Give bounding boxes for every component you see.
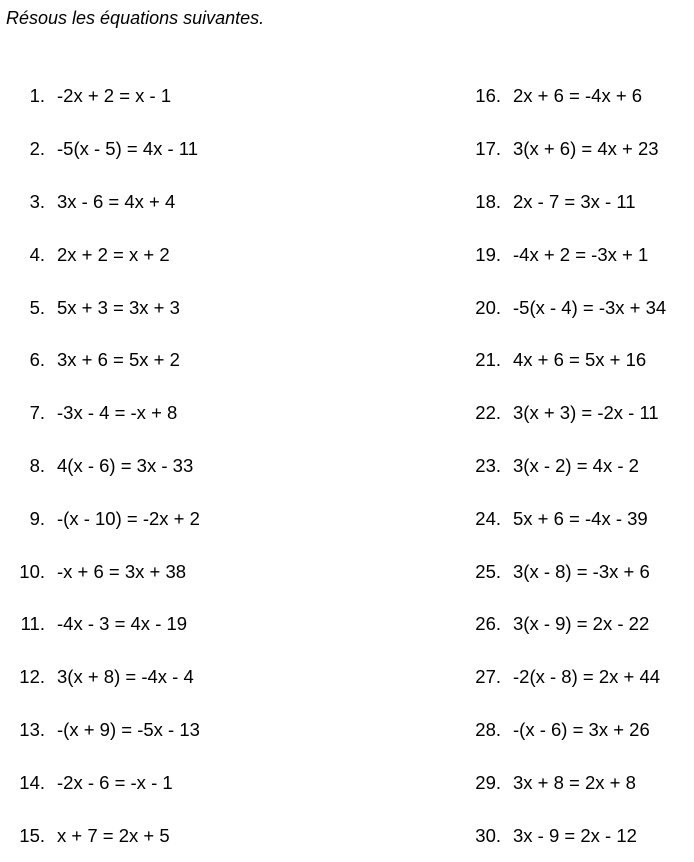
problem-item: [456, 228, 694, 281]
problem-item: [456, 598, 694, 651]
problem-number: 23.: [475, 454, 501, 476]
problem-number: 1.: [29, 85, 45, 107]
problem-item: [0, 387, 340, 440]
problem-item: [0, 334, 340, 387]
problem-equation: 3(x - 8) = -3x + 6: [513, 560, 650, 582]
problem-equation: 4(x - 6) = 3x - 33: [57, 454, 194, 476]
problem-number: 8.: [29, 454, 45, 476]
problem-number: 18.: [475, 190, 501, 212]
problem-item: [0, 281, 340, 334]
problem-number: 26.: [475, 613, 501, 635]
problem-number: 28.: [475, 718, 501, 740]
problem-item: [456, 651, 694, 704]
problem-number: 29.: [475, 771, 501, 793]
problem-equation: -5(x - 5) = 4x - 11: [57, 138, 199, 160]
problem-number: 12.: [19, 666, 45, 688]
problem-equation: 3(x - 9) = 2x - 22: [513, 613, 650, 635]
left-problem-column: [0, 70, 340, 862]
problem-item: [456, 176, 694, 229]
problem-equation: 3x - 9 = 2x - 12: [513, 824, 637, 846]
problem-equation: 2x - 7 = 3x - 11: [513, 190, 636, 212]
problem-number: 3.: [29, 190, 45, 212]
problem-number: 22.: [475, 402, 501, 424]
problem-number: 15.: [19, 824, 45, 846]
problem-equation: -4x - 3 = 4x - 19: [57, 613, 188, 635]
problem-equation: -(x - 10) = -2x + 2: [57, 507, 200, 529]
problem-item: [0, 545, 340, 598]
problem-equation: -(x + 9) = -5x - 13: [57, 718, 200, 740]
problem-equation: -2x + 2 = x - 1: [57, 85, 172, 107]
problem-number: 6.: [29, 349, 45, 371]
problem-item: [456, 704, 694, 757]
problem-number: 13.: [19, 718, 45, 740]
problem-item: [0, 756, 340, 809]
problem-item: [0, 651, 340, 704]
problem-equation: -(x - 6) = 3x + 26: [513, 718, 650, 740]
problem-equation: -x + 6 = 3x + 38: [57, 560, 187, 582]
problem-equation: -2(x - 8) = 2x + 44: [513, 666, 661, 688]
problem-equation: -3x - 4 = -x + 8: [57, 402, 178, 424]
problem-item: [456, 387, 694, 440]
problem-number: 24.: [475, 507, 501, 529]
problem-number: 7.: [29, 402, 45, 424]
problem-equation: -2x - 6 = -x - 1: [57, 771, 173, 793]
problem-number: 21.: [475, 349, 501, 371]
problem-number: 14.: [19, 771, 45, 793]
problem-item: [456, 492, 694, 545]
problem-equation: 3x + 8 = 2x + 8: [513, 771, 636, 793]
problem-item: [456, 123, 694, 176]
problem-equation: -4x + 2 = -3x + 1: [513, 243, 649, 265]
problem-item: [456, 70, 694, 123]
problem-item: [0, 176, 340, 229]
problem-number: 11.: [20, 613, 45, 635]
right-problem-column: [456, 70, 694, 862]
problem-item: [456, 756, 694, 809]
problem-equation: x + 7 = 2x + 5: [57, 824, 170, 846]
problem-equation: 3(x + 8) = -4x - 4: [57, 666, 194, 688]
problem-number: 30.: [475, 824, 501, 846]
problem-equation: 2x + 2 = x + 2: [57, 243, 170, 265]
problem-item: [0, 440, 340, 493]
problem-equation: 3x + 6 = 5x + 2: [57, 349, 180, 371]
problem-equation: -5(x - 4) = -3x + 34: [513, 296, 667, 318]
problem-number: 2.: [29, 138, 45, 160]
problem-number: 9.: [29, 507, 45, 529]
problem-number: 25.: [475, 560, 501, 582]
problem-item: [0, 70, 340, 123]
problem-item: [456, 809, 694, 862]
problem-item: [0, 492, 340, 545]
problem-item: [0, 123, 340, 176]
problem-item: [456, 545, 694, 598]
worksheet-instruction: Résous les équations suivantes.: [6, 8, 265, 28]
problem-item: [456, 440, 694, 493]
problem-number: 4.: [29, 243, 45, 265]
problem-equation: 3(x - 2) = 4x - 2: [513, 454, 639, 476]
problem-equation: 5x + 3 = 3x + 3: [57, 296, 180, 318]
problem-item: [456, 334, 694, 387]
problem-equation: 3(x + 3) = -2x - 11: [513, 402, 659, 424]
problem-item: [0, 704, 340, 757]
problem-equation: 2x + 6 = -4x + 6: [513, 85, 643, 107]
problem-equation: 3x - 6 = 4x + 4: [57, 190, 176, 212]
problem-item: [0, 598, 340, 651]
problem-number: 19.: [475, 243, 501, 265]
problem-equation: 4x + 6 = 5x + 16: [513, 349, 647, 371]
problem-number: 27.: [475, 666, 501, 688]
problem-number: 20.: [475, 296, 501, 318]
problem-equation: 5x + 6 = -4x - 39: [513, 507, 648, 529]
problem-number: 16.: [475, 85, 501, 107]
problem-equation: 3(x + 6) = 4x + 23: [513, 138, 659, 160]
problem-item: [456, 281, 694, 334]
problem-number: 10.: [19, 560, 45, 582]
problem-item: [0, 809, 340, 862]
problem-item: [0, 228, 340, 281]
problem-number: 5.: [29, 296, 45, 318]
problem-number: 17.: [475, 138, 501, 160]
